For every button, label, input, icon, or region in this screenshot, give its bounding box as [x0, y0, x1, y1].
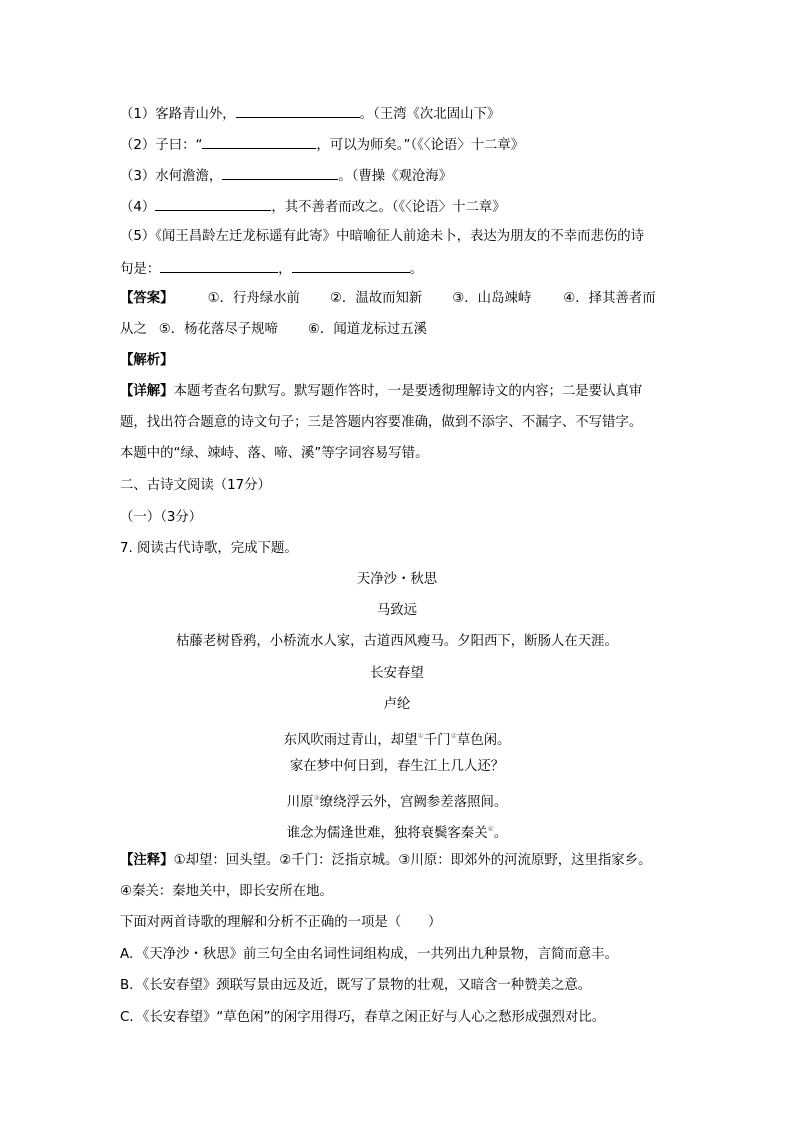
answer-label: 【答案】: [120, 291, 174, 306]
analysis-line-1: [120, 382, 642, 402]
poem2-line-3: [0, 788, 794, 813]
q5-suffix: 。: [409, 262, 423, 277]
analysis-line-3: 本题中的“绿、竦峙、落、啼、溪”等字词容易写错。: [120, 446, 429, 461]
option-c[interactable]: C．《长安春望》“草色闲”的闲字用得巧，春草之闲正好与人心之愁形成强烈对比。: [120, 1010, 606, 1025]
q5-prefix: 句是：: [120, 262, 161, 277]
question-4: [120, 196, 506, 218]
q3-prefix: （3）水何澹澹，: [120, 169, 223, 184]
poem2-line-4: [0, 819, 794, 844]
analysis-line-2: 题，找出符合题意的诗文句子；三是答题内容要准确，做到不添字、不漏字、不写错字。: [120, 415, 643, 430]
poem2-l4a: 谁念为儒逢世难，独将衰鬓客秦关: [286, 826, 488, 841]
analysis-label: 【解析】: [120, 353, 174, 368]
poem2-l1b: 千门: [423, 733, 451, 748]
notes-text-1: ①却望：回头望。②千门：泛指京城。③川原：即郊外的河流原野，这里指家乡。: [173, 853, 652, 868]
question-7-stem: 7. 阅读古代诗歌，完成下题。: [120, 541, 298, 556]
notes-line-2: ④秦关：秦地关中，即长安所在地。: [120, 884, 333, 899]
q1-prefix: （1）客路青山外，: [120, 107, 236, 122]
q5-blank-1[interactable]: [160, 258, 278, 273]
question-5-line1: （5）《闻王昌龄左迁龙标遥有此寄》中暗喻征人前途未卜，表达为朋友的不幸而悲伤的诗: [120, 229, 645, 244]
q4-blank[interactable]: [155, 196, 271, 211]
poem2-l3a: 川原: [286, 795, 314, 810]
answer-item-6: ⑥．闻道龙标过五溪: [307, 322, 428, 337]
answer-item-2: ②．温故而知新: [329, 291, 423, 306]
note-ref-1: ①: [417, 732, 424, 740]
analysis-text-1: 本题考查名句默写。默写题作答时，一是要透彻理解诗文的内容；二是要认真审: [173, 384, 643, 399]
question-1: [120, 103, 500, 125]
answer-item-4: ④．择其善者而: [563, 291, 656, 306]
question-stem: 下面对两首诗歌的理解和分析不正确的一项是（ ）: [120, 915, 442, 930]
section-sub: （一）（3分）: [120, 510, 203, 525]
option-b[interactable]: B．《长安春望》颈联写景由远及近，既写了景物的壮观，又暗含一种赞美之意。: [120, 978, 592, 993]
poem1-title: 天净沙・秋思: [356, 572, 438, 587]
poem2-l4b: 。: [493, 826, 508, 841]
note-ref-2: ②: [450, 732, 457, 740]
poem2-title: 长安春望: [370, 666, 424, 681]
poem2-l3b: 缭绕浮云外，宫阙参差落照间。: [319, 795, 508, 810]
option-a[interactable]: A．《天净沙・秋思》前三句全由名词性词组构成，一共列出九种景物，言简而意丰。: [120, 947, 618, 962]
poem2-l1a: 东风吹雨过青山，却望: [283, 733, 418, 748]
poem2-line-2: 家在梦中何日到，春生江上几人还？: [289, 759, 505, 774]
q4-prefix: （4）: [120, 200, 156, 215]
q3-blank[interactable]: [222, 165, 338, 180]
answer-line-2: [120, 320, 427, 340]
q1-blank[interactable]: [236, 103, 360, 118]
answer-continuation: 从之: [120, 322, 147, 337]
notes-line-1: [120, 851, 651, 871]
q3-suffix: 。（曹操《观沧海》: [338, 169, 453, 184]
q2-prefix: （2）子曰：“: [120, 138, 203, 153]
q5-blank-2[interactable]: [292, 258, 410, 273]
detail-label: 【详解】: [120, 384, 174, 399]
answer-line-1: [120, 289, 656, 309]
section-title: 二、古诗文阅读（17分）: [120, 478, 271, 493]
q4-suffix: ，其不善者而改之。（《〈论语〉十二章》: [271, 200, 506, 215]
poem2-l1c: 草色闲。: [456, 733, 511, 748]
poem1-text: 枯藤老树昏鸦，小桥流水人家，古道西风瘦马。夕阳西下，断肠人在天涯。: [176, 634, 618, 649]
note-ref-4: ④: [487, 825, 494, 833]
answer-item-1: ①．行舟绿水前: [207, 291, 300, 306]
q5-mid: ，: [278, 262, 292, 277]
note-ref-3: ③: [313, 794, 320, 802]
poem2-author: 卢纶: [383, 697, 411, 712]
q1-suffix: 。（王湾《次北固山下》: [359, 107, 501, 122]
notes-label: 【注释】: [120, 853, 174, 868]
poem2-line-1: [0, 726, 794, 751]
question-3: [120, 165, 452, 187]
answer-item-3: ③．山岛竦峙: [452, 291, 532, 306]
question-5-line2: [120, 258, 423, 280]
q2-suffix: ，可以为师矣。”（《〈论语〉十二章》: [316, 138, 525, 153]
answer-item-5: ⑤．杨花落尽子规啼: [158, 322, 278, 337]
question-2: [120, 134, 524, 156]
q2-blank[interactable]: [202, 134, 316, 149]
poem1-author: 马致远: [376, 603, 418, 618]
